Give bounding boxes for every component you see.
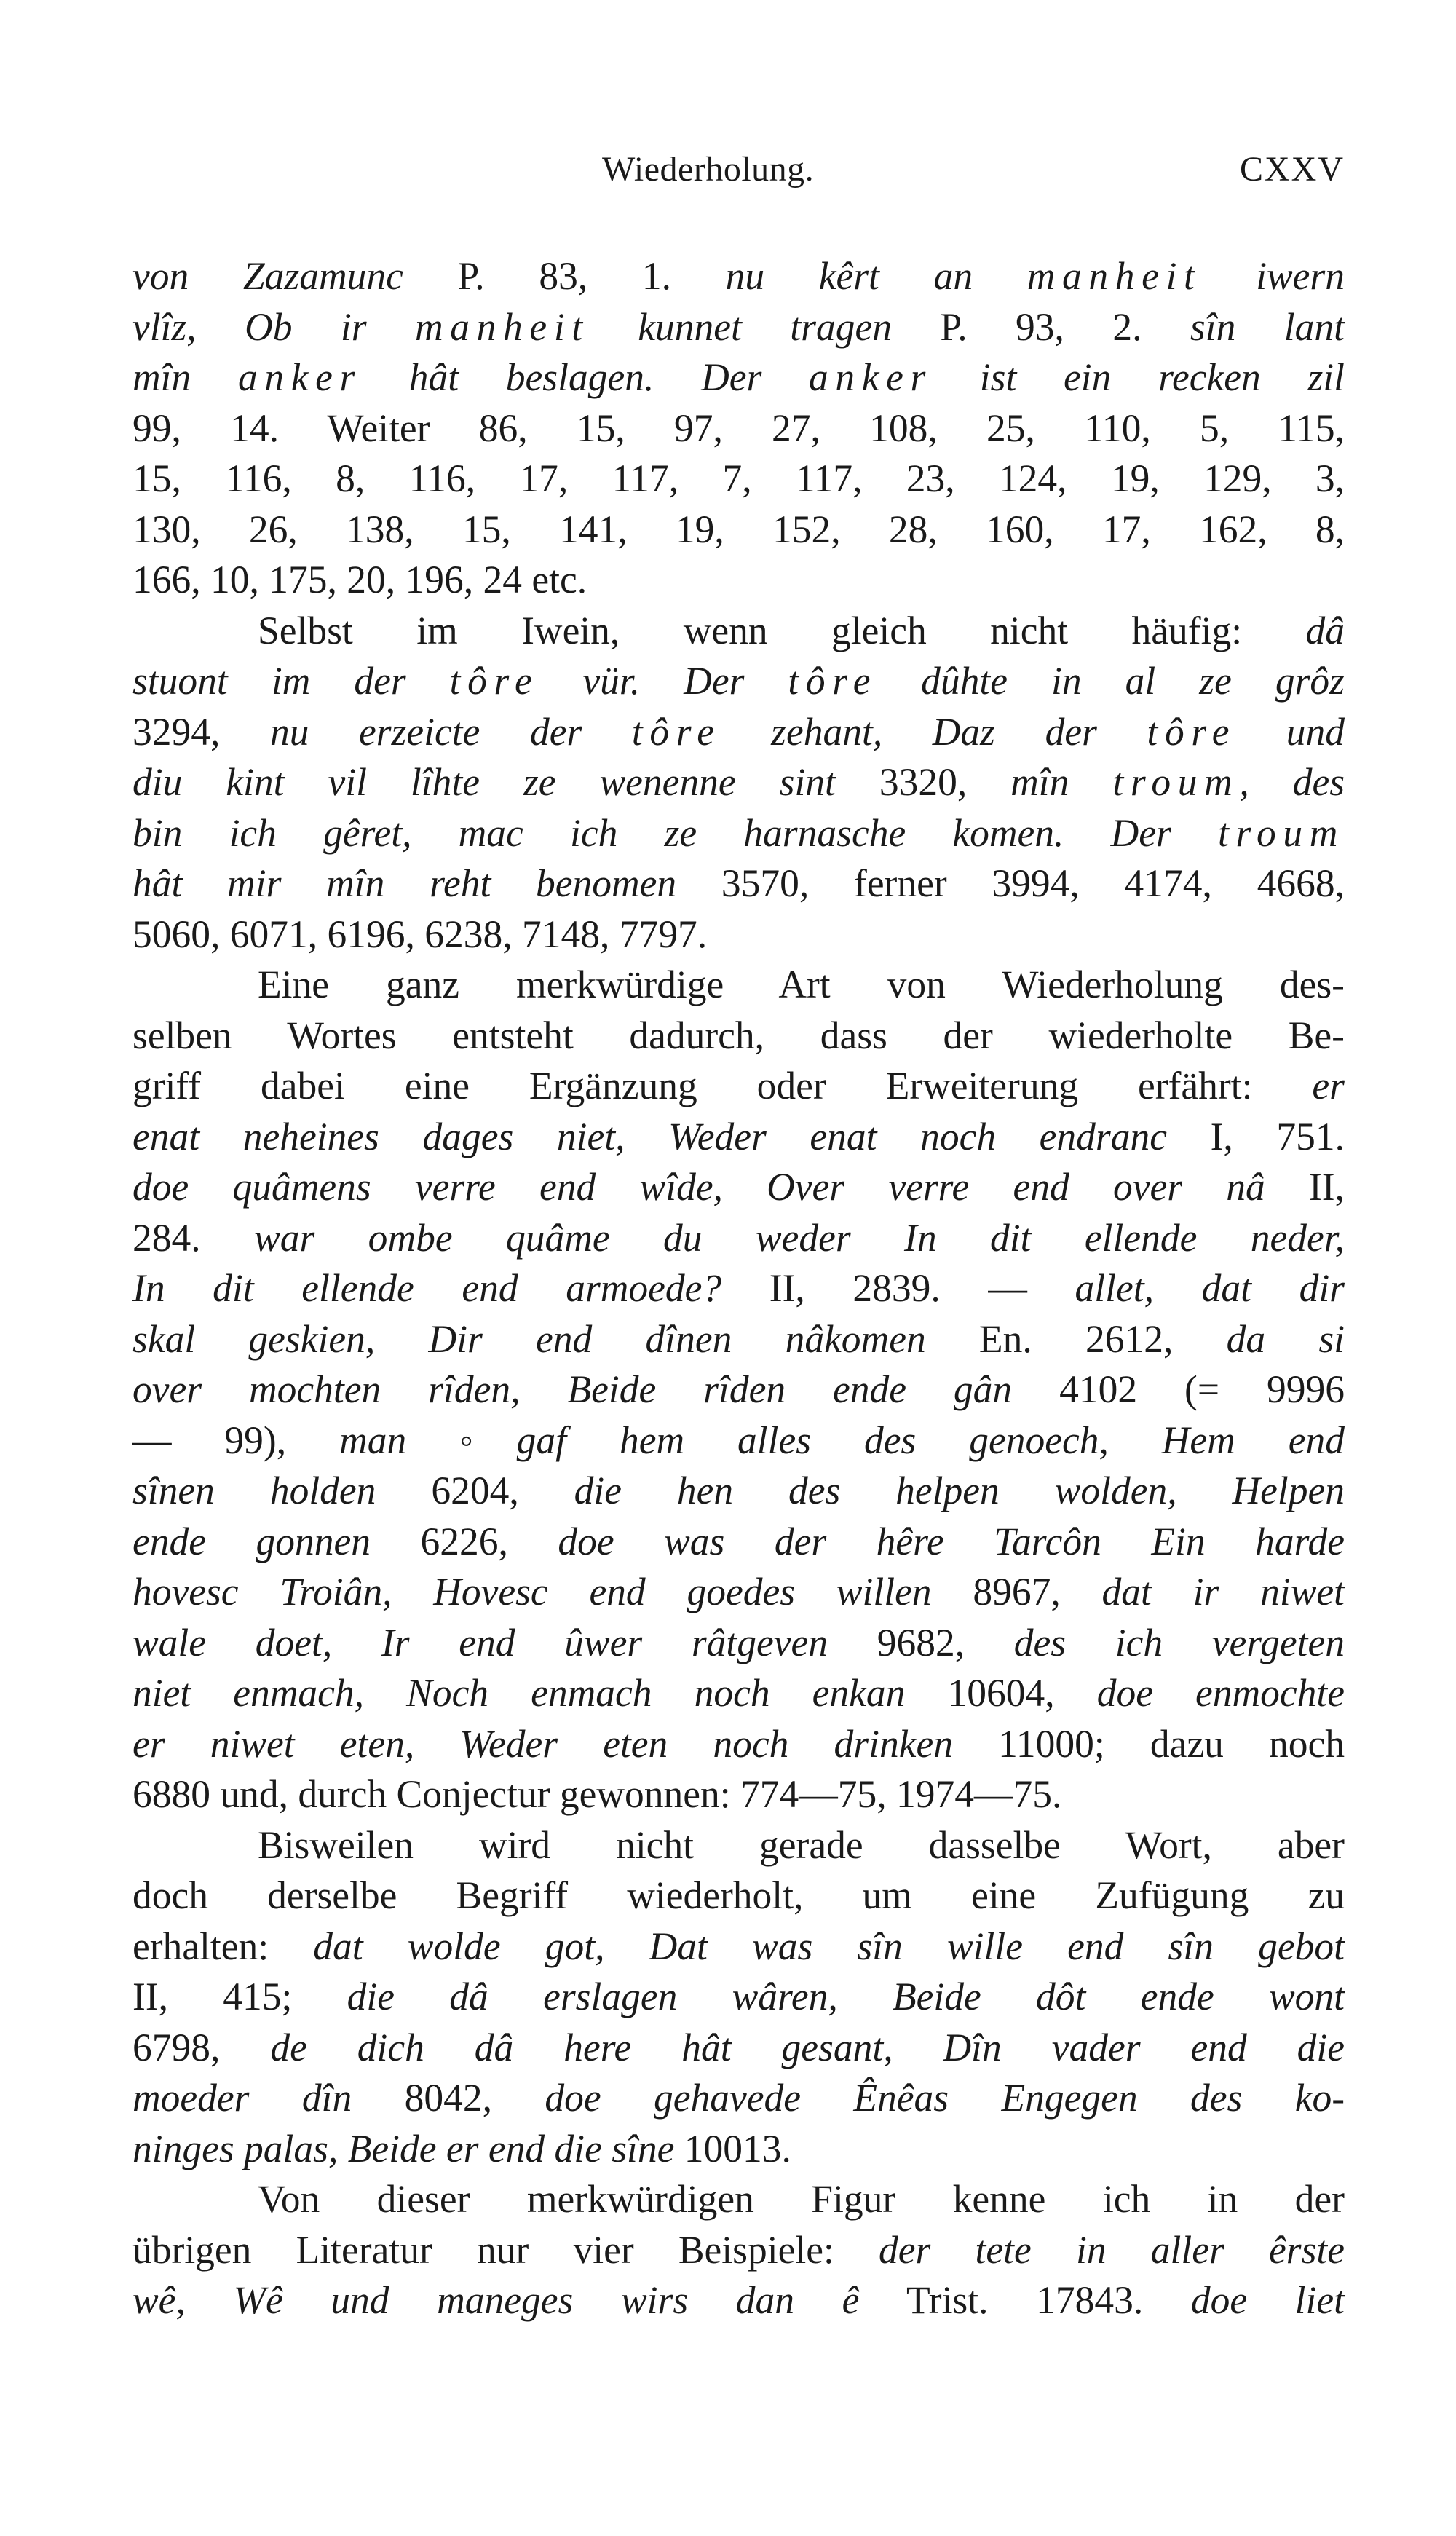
text-line	[132, 1466, 1345, 1517]
text-run: Von dieser merkwürdigen Figur kenne ich in der	[258, 2177, 1345, 2221]
text-line	[132, 1972, 1345, 2023]
italic-quote: iwern	[1201, 254, 1345, 298]
text-run: II,	[1265, 1165, 1345, 1209]
text-line	[132, 1668, 1345, 1719]
text-run: 284.	[132, 1215, 255, 1260]
text-run: 10604,	[905, 1671, 1097, 1715]
text-line	[132, 1061, 1345, 1112]
italic-quote: manheit	[1026, 254, 1202, 298]
text-run: En. 2612,	[925, 1316, 1227, 1361]
text-run: übrigen Literatur nur vier Beispiele:	[132, 2227, 879, 2272]
italic-quote: nu erzeicte der	[269, 709, 632, 754]
text-run: Selbst im Iwein, wenn gleich nicht häufig:	[258, 608, 1306, 652]
italic-quote: war ombe quâme du weder In dit ellende neder,	[254, 1215, 1345, 1260]
text-line	[132, 1820, 1345, 1871]
italic-quote: over mochten rîden, Beide rîden ende gân	[132, 1367, 1013, 1411]
italic-quote: enat neheines dages niet, Weder enat noch endranc	[132, 1114, 1167, 1158]
text-run: — 99),	[132, 1418, 340, 1462]
italic-quote: hât beslagen. Der	[361, 355, 810, 399]
italic-quote: er	[1312, 1064, 1345, 1107]
text-run: 11000; dazu noch	[952, 1721, 1345, 1766]
text-run: 3570, ferner 3994, 4174, 4668,	[676, 861, 1345, 905]
text-line	[132, 2023, 1345, 2074]
italic-quote: troum	[1112, 760, 1240, 804]
text-run: 9682,	[828, 1620, 1014, 1664]
text-line	[132, 1213, 1345, 1264]
text-run: 6880 und, durch Conjectur gewonnen: 774—75, 1974—75.	[132, 1772, 1062, 1816]
text-run: 4102 (= 9996	[1012, 1367, 1345, 1411]
body-text	[132, 251, 1345, 2326]
italic-quote: sîn lant	[1190, 304, 1345, 349]
text-line	[132, 656, 1345, 707]
italic-quote: mîn	[1010, 760, 1113, 804]
italic-quote: doe was der hêre Tarcôn Ein harde	[558, 1519, 1345, 1563]
italic-quote: anker	[238, 355, 362, 399]
text-line	[132, 2275, 1345, 2326]
italic-quote: vür. Der	[539, 659, 788, 703]
text-line	[132, 808, 1345, 859]
text-line	[132, 251, 1345, 302]
running-title: Wiederholung.	[602, 150, 815, 189]
text-line	[132, 858, 1345, 909]
italic-quote: doe enmochte	[1096, 1671, 1345, 1715]
text-run: 6204,	[376, 1469, 574, 1512]
italic-quote: hovesc Troiân, Hovesc end goedes willen	[132, 1570, 932, 1613]
text-line	[132, 1112, 1345, 1163]
text-line	[132, 2174, 1345, 2225]
text-line	[132, 1415, 1345, 1466]
text-line	[132, 1263, 1345, 1314]
text-run: doch derselbe Begriff wiederholt, um eine Zufügung zu	[132, 1873, 1345, 1917]
italic-quote: des ich vergeten	[1013, 1620, 1345, 1664]
text-line	[132, 1769, 1345, 1820]
italic-quote: man ◦gaf hem alles des genoech, Hem end	[339, 1418, 1345, 1462]
text-line	[132, 606, 1345, 657]
italic-quote: ist ein recken zil	[933, 355, 1345, 399]
italic-quote: und	[1236, 709, 1345, 754]
text-run: 10013.	[674, 2126, 791, 2170]
italic-quote: doe liet	[1190, 2278, 1345, 2322]
italic-quote: wale doet, Ir end ûwer râtgeven	[132, 1620, 828, 1664]
page-number: CXXV	[1239, 150, 1345, 189]
italic-quote: von Zazamunc	[132, 254, 403, 298]
text-line	[132, 1364, 1345, 1415]
text-run: 5060, 6071, 6196, 6238, 7148, 7797.	[132, 912, 708, 956]
italic-quote: skal geskien, Dir end dînen nâkomen	[132, 1316, 926, 1361]
text-line	[132, 757, 1345, 808]
text-line	[132, 505, 1345, 556]
italic-quote: dûhte in al ze grôz	[877, 659, 1345, 703]
italic-quote: dat ir niwet	[1101, 1570, 1345, 1613]
running-head	[132, 149, 1345, 200]
italic-quote: tôre	[449, 659, 539, 703]
text-line	[132, 352, 1345, 403]
text-run: erhalten:	[132, 1924, 314, 1968]
text-line	[132, 960, 1345, 1011]
italic-quote: er niwet eten, Weder eten noch drinken	[132, 1721, 953, 1766]
italic-quote: nu kêrt an	[725, 254, 1027, 298]
italic-quote: de dich dâ here hât gesant, Dîn vader end die	[270, 2025, 1345, 2069]
italic-quote: doe gehavede Ênêas Engegen des ko-	[545, 2076, 1345, 2120]
text-line	[132, 403, 1345, 454]
text-run: II, 2839. —	[721, 1266, 1075, 1310]
italic-quote: allet, dat dir	[1075, 1266, 1345, 1310]
italic-quote: niet enmach, Noch enmach noch enkan	[132, 1671, 906, 1715]
text-run: 8967,	[931, 1570, 1102, 1613]
text-line	[132, 1618, 1345, 1669]
text-line	[132, 1162, 1345, 1213]
italic-quote: sînen holden	[132, 1469, 376, 1512]
italic-quote: doe quâmens verre end wîde, Over verre end over nâ	[132, 1165, 1265, 1209]
italic-quote: dâ	[1305, 608, 1345, 652]
text-line	[132, 1567, 1345, 1618]
italic-quote: tôre	[1147, 709, 1237, 754]
text-run: II, 415;	[132, 1975, 347, 2018]
text-run: selben Wortes entsteht dadurch, dass der wiederholte Be-	[132, 1013, 1345, 1057]
italic-quote: moeder dîn	[132, 2076, 352, 2120]
text-run: 99, 14. Weiter 86, 15, 97, 27, 108, 25, 110, 5, 115,	[132, 406, 1345, 450]
text-line	[132, 2073, 1345, 2124]
italic-quote: da si	[1226, 1316, 1345, 1361]
text-line	[132, 454, 1345, 505]
italic-quote: ende gonnen	[132, 1519, 371, 1563]
text-run: 3320,	[835, 760, 1011, 804]
text-line	[132, 555, 1345, 606]
text-run: 130, 26, 138, 15, 141, 19, 152, 28, 160, 17, 162, 8,	[132, 507, 1345, 551]
italic-quote: stuont im der	[132, 659, 450, 703]
text-line	[132, 1011, 1345, 1062]
text-line	[132, 1719, 1345, 1770]
italic-quote: die hen des helpen wolden, Helpen	[574, 1469, 1345, 1512]
text-run: I, 751.	[1166, 1114, 1345, 1158]
italic-quote: vlîz, Ob ir	[132, 304, 416, 349]
text-run: Trist. 17843.	[859, 2278, 1191, 2322]
italic-quote: mîn	[132, 355, 238, 399]
text-run: 8042,	[352, 2076, 545, 2120]
italic-quote: die dâ erslagen wâren, Beide dôt ende wont	[347, 1975, 1345, 2018]
italic-quote: der tete in aller êrste	[879, 2227, 1345, 2272]
italic-quote: kunnet tragen	[589, 304, 892, 349]
text-run: P. 83, 1.	[403, 254, 726, 298]
italic-quote: ninges palas, Beide er end die sîne	[132, 2126, 675, 2170]
text-line	[132, 909, 1345, 960]
italic-quote: troum	[1218, 810, 1345, 855]
text-run: P. 93, 2.	[891, 304, 1190, 349]
text-line	[132, 1517, 1345, 1568]
text-run: Eine ganz merkwürdige Art von Wiederholung des-	[258, 963, 1345, 1006]
text-line	[132, 1921, 1345, 1972]
text-line	[132, 1871, 1345, 1921]
italic-quote: hât mir mîn reht benomen	[132, 861, 677, 905]
italic-quote: , des	[1239, 760, 1345, 804]
text-run: 3294,	[132, 709, 270, 754]
italic-quote: diu kint vil lîhte ze wenenne sint	[132, 760, 836, 804]
text-run: griff dabei eine Ergänzung oder Erweiterung erfährt:	[132, 1064, 1313, 1107]
italic-quote: dat wolde got, Dat was sîn wille end sîn gebot	[313, 1924, 1345, 1968]
text-line	[132, 302, 1345, 353]
italic-quote: manheit	[415, 304, 590, 349]
text-line	[132, 2225, 1345, 2276]
text-run: Bisweilen wird nicht gerade dasselbe Wort, aber	[258, 1822, 1345, 1867]
text-line	[132, 2124, 1345, 2175]
italic-quote: In dit ellende end armoede?	[132, 1266, 722, 1310]
text-line	[132, 1314, 1345, 1365]
italic-quote: wê, Wê und maneges wirs dan ê	[132, 2278, 860, 2322]
text-run: 166, 10, 175, 20, 196, 24 etc.	[132, 558, 587, 601]
text-run: 6226,	[370, 1519, 558, 1563]
italic-quote: bin ich gêret, mac ich ze harnasche komen. Der	[132, 810, 1218, 855]
text-run: 6798,	[132, 2025, 271, 2069]
text-line	[132, 707, 1345, 758]
italic-quote: anker	[809, 355, 933, 399]
text-run: 15, 116, 8, 116, 17, 117, 7, 117, 23, 124, 19, 129, 3,	[132, 457, 1345, 500]
italic-quote: zehant, Daz der	[721, 709, 1147, 754]
italic-quote: tôre	[788, 659, 878, 703]
italic-quote: tôre	[631, 709, 721, 754]
